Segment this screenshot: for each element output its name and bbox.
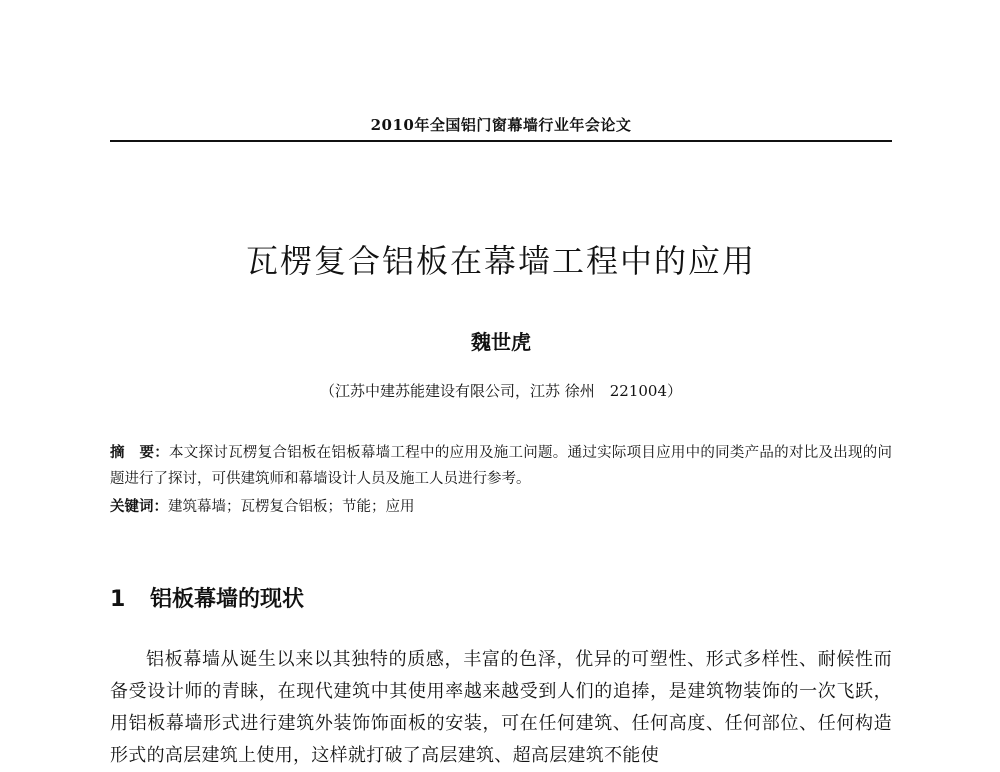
paper-title: 瓦楞复合铝板在幕墙工程中的应用 [245,242,756,280]
body-paragraph: 铝板幕墙从诞生以来以其独特的质感，丰富的色泽，优异的可塑性、形式多样性、耐候性而备受设计师的青睐，在现代建筑中其使用率越来越受到人们的追捧，是建筑物装饰的一次飞跃，用铝板幕墙形式进行建筑外装饰饰面板的安装，可在任何建筑、任何高度、任何部位、任何构造形式的高层建筑上使用，这样就打破了高层建筑、超高层建筑不能使 [110,649,892,766]
author-name: 魏世虎 [471,330,531,354]
section-heading [110,582,304,613]
abstract-label: 摘 要： [110,444,170,461]
abstract-text: 本文探讨瓦楞复合铝板在铝板幕墙工程中的应用及施工问题。通过实际项目应用中的同类产品的对比及出现的问题进行了探讨，可供建筑师和幕墙设计人员及施工人员进行参考。 [110,445,893,487]
author-affiliation: （江苏中建苏能建设有限公司，江苏 徐州 221004） [319,382,683,400]
section-title: 铝板幕墙的现状 [150,587,305,612]
abstract [110,440,892,492]
section-number: 1 [110,587,126,612]
header-rule [110,140,892,142]
running-header: 2010年全国铝门窗幕墙行业年会论文 [370,116,632,134]
keywords-text: 建筑幕墙；瓦楞复合铝板；节能；应用 [168,499,415,515]
keywords-label: 关键词： [110,498,168,515]
keywords [110,494,892,520]
